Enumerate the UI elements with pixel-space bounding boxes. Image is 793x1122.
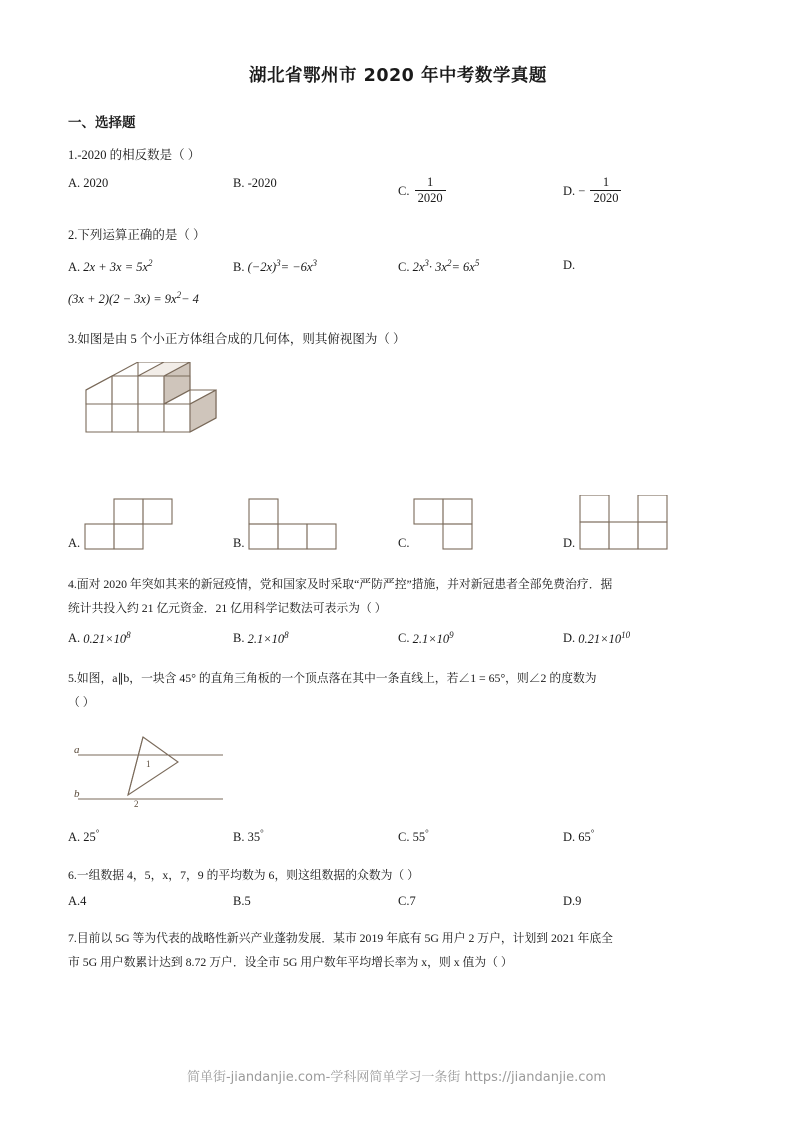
q2-option-d-letter: D.: [563, 257, 576, 272]
q4-option-b-letter: B.: [233, 631, 245, 646]
q2-option-b-exp2: 3: [312, 257, 317, 268]
q2-option-a-base: 2x + 3x = 5x: [83, 259, 149, 274]
q1-option-d-denominator: 2020: [593, 191, 619, 206]
question-5-figure: [68, 727, 728, 822]
q5-option-a: [68, 828, 233, 845]
q5-option-c-letter: C.: [398, 830, 410, 845]
q5-option-b-value: 35: [247, 830, 261, 845]
q2-option-d-exp: 2: [176, 289, 182, 300]
question-4-stem-line1: 4.面对 2020 年突如其来的新冠疫情，党和国家及时采取“严防严控”措施，并对新冠患者全部免费治疗．据: [68, 576, 613, 591]
q1-option-a-letter: A.: [68, 175, 81, 190]
q1-option-c: [398, 176, 563, 208]
q4-option-b-expr: [247, 629, 289, 646]
q5-option-b-degree: °: [260, 828, 264, 839]
q3-option-d-figure: [579, 495, 699, 553]
question-1-options: [68, 176, 728, 208]
q1-option-d-letter: D.: [563, 183, 576, 198]
q6-option-c: C.7: [398, 893, 416, 908]
q2-option-d: [563, 258, 728, 275]
q2-option-a: [68, 258, 233, 275]
label-line-a: a: [74, 744, 80, 757]
q1-option-c-denominator: 2020: [417, 191, 443, 206]
q5-option-d: [563, 828, 728, 845]
q4-option-a-base: 0.21×10: [83, 631, 127, 646]
q5-option-d-degree: °: [590, 828, 595, 839]
q2-option-d-expr: [68, 289, 199, 307]
label-line-b: b: [74, 788, 80, 801]
q1-option-d-sign: −: [578, 183, 586, 198]
document-content: [68, 0, 728, 974]
label-angle-1: 1: [146, 759, 151, 770]
question-7-stem-line1: 7.目前以 5G 等为代表的战略性新兴产业蓬勃发展．某市 2019 年底有 5G 用户 2 万户，计划到 2021 年底全: [68, 930, 613, 945]
q1-option-a: [68, 176, 233, 208]
q2-option-b-exp1: 3: [276, 257, 281, 268]
q4-option-c-exp: 9: [449, 629, 454, 640]
q3-option-d: [563, 495, 728, 553]
q1-option-b: [233, 176, 398, 208]
question-1-stem: 1.-2020 的相反数是（ ）: [68, 148, 201, 162]
q4-option-c-expr: [412, 629, 454, 646]
q6-option-a: A.4: [68, 893, 87, 908]
q4-option-c-letter: C.: [398, 631, 410, 646]
q2-option-b-base: (−2x): [247, 259, 277, 274]
q4-option-a-expr: [83, 629, 131, 646]
q3-option-c-letter: C.: [398, 535, 410, 550]
question-6-stem: 6.一组数据 4，5，x，7，9 的平均数为 6，则这组数据的众数为（ ）: [68, 867, 419, 882]
q1-option-b-text: -2020: [247, 175, 277, 190]
q3-option-b: [233, 495, 398, 553]
q3-option-a: [68, 495, 233, 553]
question-3-options: [68, 495, 728, 553]
q2-option-b-expr: [247, 257, 317, 274]
q3-option-c-figure: [413, 495, 513, 553]
q6-option-d: D.9: [563, 893, 582, 908]
question-2-stem: 2.下列运算正确的是（ ）: [68, 228, 206, 242]
question-4-options: [68, 629, 728, 646]
q1-option-d-numerator: 1: [590, 175, 621, 192]
q4-option-d-expr: [578, 629, 631, 646]
q2-option-b: [233, 258, 398, 275]
q2-option-c-base: 2x: [412, 259, 425, 274]
q2-option-a-letter: A.: [68, 259, 81, 274]
q4-option-d-letter: D.: [563, 631, 576, 646]
q2-option-d-base: (3x + 2)(2 − 3x) = 9x: [68, 292, 177, 307]
q3-option-b-figure: [248, 495, 363, 553]
q4-option-b: [233, 629, 398, 646]
q4-option-a-letter: A.: [68, 631, 81, 646]
q2-option-c-exp1: 3: [424, 257, 429, 268]
q4-option-d-exp: 10: [621, 629, 631, 640]
q2-option-d-expression: [68, 287, 728, 312]
question-5-stem-line2: （ ）: [68, 694, 95, 709]
label-angle-2: 2: [134, 799, 139, 810]
q2-option-c-exp2: 2: [446, 257, 452, 268]
q2-option-c-expr: [412, 257, 480, 274]
q4-option-d: [563, 629, 728, 646]
q3-option-c: [398, 495, 563, 553]
angle-figure-svg: [68, 727, 268, 817]
q2-option-b-eq: = −6x: [280, 259, 313, 274]
q2-option-d-end: − 4: [181, 292, 199, 307]
q4-option-b-exp: 8: [284, 629, 289, 640]
page-title: 湖北省鄂州市 2020 年中考数学真题: [249, 66, 547, 86]
q1-option-b-letter: B.: [233, 175, 245, 190]
q4-option-a-exp: 8: [126, 629, 131, 640]
question-5-options: [68, 828, 728, 845]
question-3-stem: 3.如图是由 5 个小正方体组合成的几何体，则其俯视图为（ ）: [68, 331, 406, 346]
q2-option-c-mid: · 3x: [428, 259, 447, 274]
q2-option-a-exp: 2: [148, 257, 153, 268]
q4-option-c-base: 2.1×10: [412, 631, 450, 646]
q5-option-c-value: 55: [412, 830, 426, 845]
q1-option-d: [563, 176, 728, 208]
question-3-figure: [68, 362, 728, 477]
q3-option-a-figure: [84, 495, 194, 553]
q5-option-d-letter: D.: [563, 830, 576, 845]
q2-option-c-letter: C.: [398, 259, 410, 274]
q5-option-a-degree: °: [95, 828, 100, 839]
q5-option-b-letter: B.: [233, 830, 245, 845]
q3-option-b-letter: B.: [233, 535, 245, 550]
solid-figure-svg: [68, 362, 428, 472]
q5-option-a-value: 25: [83, 830, 96, 845]
q3-option-d-letter: D.: [563, 535, 576, 550]
q5-option-c-degree: °: [425, 828, 429, 839]
q4-option-d-base: 0.21×10: [578, 631, 622, 646]
q5-option-c: [398, 828, 563, 845]
page-footer: 简单街-jiandanjie.com-学科网简单学习一条街 https://jiandanjie.com: [186, 1070, 607, 1085]
q4-option-a: [68, 629, 233, 646]
q2-option-a-expr: [83, 257, 153, 274]
q2-option-c: [398, 258, 563, 275]
q1-option-c-numerator: 1: [415, 175, 446, 192]
q4-option-c: [398, 629, 563, 646]
question-4-stem-line2: 统计共投入约 21 亿元资金．21 亿用科学记数法可表示为（ ）: [68, 600, 387, 615]
q1-option-a-text: 2020: [83, 175, 109, 190]
section-heading: 一、选择题: [68, 115, 136, 131]
q1-option-c-fraction: [415, 175, 446, 207]
q3-option-a-letter: A.: [68, 535, 81, 550]
question-2-options: [68, 258, 728, 275]
q1-option-c-letter: C.: [398, 183, 410, 198]
q4-option-b-base: 2.1×10: [247, 631, 285, 646]
q1-option-d-fraction: [590, 175, 621, 207]
q5-option-b: [233, 828, 398, 845]
q6-option-b: B.5: [233, 893, 251, 908]
q2-option-c-exp3: 5: [474, 257, 480, 268]
question-6-options: [68, 894, 728, 909]
question-5-stem-line1: 5.如图，a∥b，一块含 45° 的直角三角板的一个顶点落在其中一条直线上，若∠1 = 65°，则∠2 的度数为: [68, 670, 597, 685]
q2-option-c-eq: = 6x: [451, 259, 475, 274]
q2-option-b-letter: B.: [233, 259, 245, 274]
q5-option-a-letter: A.: [68, 830, 81, 845]
question-7-stem-line2: 市 5G 用户数累计达到 8.72 万户．设全市 5G 用户数年平均增长率为 x，则 x 值为（ ）: [68, 955, 513, 970]
q5-option-d-value: 65: [578, 830, 591, 845]
